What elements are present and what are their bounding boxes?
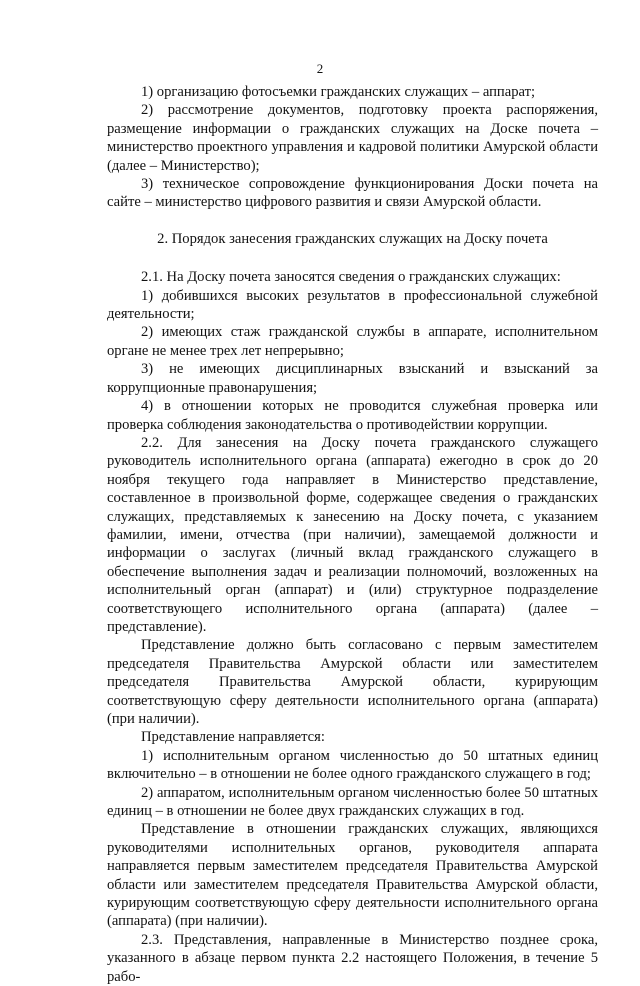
paragraph-2-1-item-4: 4) в отношении которых не проводится служебная проверка или проверка соблюдения законодательства о противодействии коррупции. bbox=[107, 398, 598, 433]
paragraph-heads: Представление в отношении гражданских служащих, являющихся руководителями исполнительных органов, руководителя аппарата направляется первым заместителем председателя Правительства Амурской области или заместителем председателя Правительства Амурской области, курирующим соответствующую сферу деятельности исполнительного органа (аппарата) (при наличии). bbox=[107, 821, 598, 930]
paragraph-2-1-item-3: 3) не имеющих дисциплинарных взысканий и взысканий за коррупционные правонарушения; bbox=[107, 361, 598, 396]
intro-item-3: 3) техническое сопровождение функционирования Доски почета на сайте – министерство цифрового развития и связи Амурской области. bbox=[107, 176, 598, 211]
page-number: 2 bbox=[316, 61, 324, 76]
paragraph-2-1: 2.1. На Доску почета заносятся сведения о гражданских служащих: bbox=[141, 269, 561, 286]
section-title: 2. Порядок занесения гражданских служащих на Доску почета bbox=[157, 230, 548, 247]
paragraph-sent-item-2: 2) аппаратом, исполнительным органом численностью более 50 штатных единиц – в отношении не более двух гражданских служащих в год. bbox=[107, 784, 598, 820]
intro-item-1: 1) организацию фотосъемки гражданских служащих – аппарат; bbox=[141, 84, 536, 100]
paragraph-sent-item-1: 1) исполнительным органом численностью до 50 штатных единиц включительно – в отношении не более одного гражданского служащего в год; bbox=[107, 747, 598, 783]
paragraph-2-3: 2.3. Представления, направленные в Министерство позднее срока, указанного в абзаце первом пункта 2.2 настоящего Положения, в течение 5 рабо- bbox=[107, 931, 598, 985]
paragraph-2-1-item-1: 1) добившихся высоких результатов в профессиональной служебной деятельности; bbox=[107, 287, 598, 323]
paragraph-2-2: 2.2. Для занесения на Доску почета гражданского служащего руководитель исполнительного органа (аппарата) ежегодно в срок до 20 ноября текущего года направляет в Министерство представление, составленное в произвольной форме, содержащее сведения о гражданских служащих, представляемых к занесению на Доску почета, с указанием фамилии, имени, отчества (при наличии), замещаемой должности и информации о заслугах (личный вклад гражданского служащего в обеспечение выполнения задач и реализации полномочий, возложенных на исполнительный орган (аппарат) и (или) структурное подразделение соответствующего исполнительного органа (аппарата) (далее – представление). bbox=[107, 434, 598, 635]
paragraph-approval: Представление должно быть согласовано с первым заместителем председателя Правительства Амурской области или заместителем председателя Правительства Амурской области, курирующим соответствующую сферу деятельности исполнительного органа (аппарата) (при наличии). bbox=[107, 637, 598, 727]
paragraph-2-1-item-2: 2) имеющих стаж гражданской службы в аппарате, исполнительном органе не менее трех лет непрерывно; bbox=[107, 324, 598, 359]
intro-item-2: 2) рассмотрение документов, подготовку проекта распоряжения, размещение информации о гражданских служащих на Доске почета – министерство проектного управления и кадровой политики Амурской области (далее – Министерство); bbox=[107, 102, 598, 174]
document-body bbox=[107, 83, 598, 986]
paragraph-sent-by: Представление направляется: bbox=[141, 729, 325, 746]
